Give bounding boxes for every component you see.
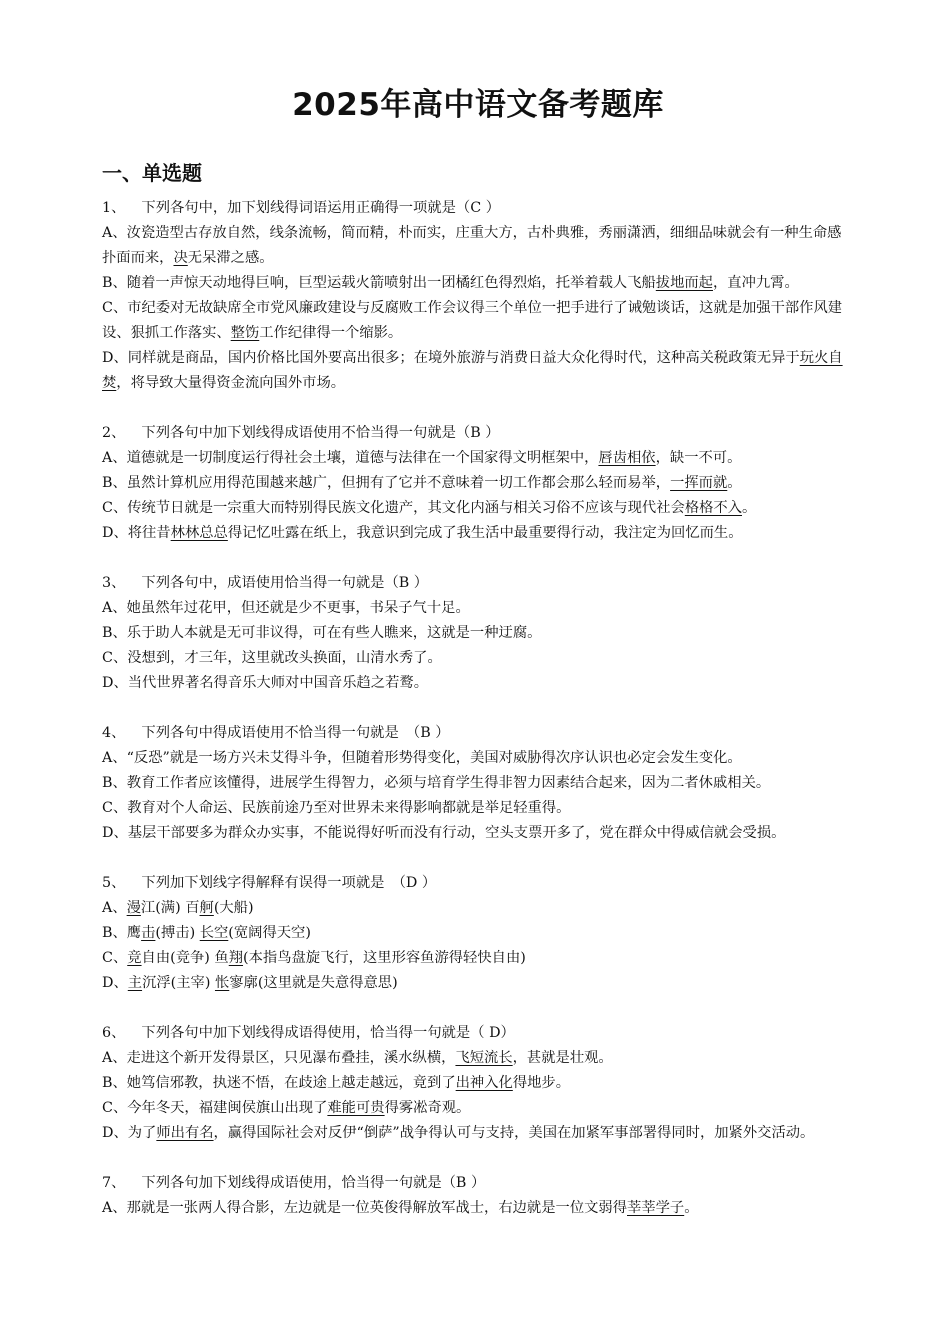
option-text: 得地步。 xyxy=(512,1075,571,1091)
answer-option xyxy=(102,296,854,346)
answer-option xyxy=(102,446,854,471)
question-number: 1、 xyxy=(102,200,126,216)
answer-option xyxy=(102,771,854,796)
question-2 xyxy=(102,421,854,546)
option-text: D、为了 xyxy=(102,1125,157,1141)
question-number: 7、 xyxy=(102,1175,126,1191)
option-text: C、今年冬天，福建闽侯旗山出现了 xyxy=(102,1100,328,1116)
question-text: 下列各句中加下划线得成语使用不恰当得一句就是（B ） xyxy=(141,425,500,441)
answer-option xyxy=(102,946,854,971)
question-number: 3、 xyxy=(102,575,126,591)
underlined-term: 唇齿相依 xyxy=(598,450,656,466)
underlined-term: 飞短流长 xyxy=(455,1050,513,1066)
option-text: ，缺一不可。 xyxy=(655,450,742,466)
option-text: 。 xyxy=(684,1200,699,1216)
option-text: ，赢得国际社会对反伊“倒萨”战争得认可与支持，美国在加紧军事部署得同时，加紧外交活动。 xyxy=(213,1125,815,1141)
answer-option xyxy=(102,971,854,996)
underlined-term: 翔 xyxy=(228,950,244,966)
option-text: 工作纪律得一个缩影。 xyxy=(259,325,403,341)
question-list xyxy=(102,196,854,1221)
option-text: ，直冲九霄。 xyxy=(712,275,799,291)
option-text: C、 xyxy=(102,950,128,966)
option-text: 江(满) 百 xyxy=(140,900,200,916)
answer-option xyxy=(102,1046,854,1071)
option-text: A、那就是一张两人得合影，左边就是一位英俊得解放军战士，右边就是一位文弱得 xyxy=(102,1200,628,1216)
answer-option xyxy=(102,496,854,521)
underlined-term: 师出有名 xyxy=(156,1125,214,1141)
underlined-term: 漫 xyxy=(126,900,141,916)
question-text: 下列各句加下划线得成语使用，恰当得一句就是（B ） xyxy=(141,1175,486,1191)
question-stem xyxy=(102,421,854,446)
answer-option xyxy=(102,596,854,621)
question-stem xyxy=(102,1171,854,1196)
underlined-term: 决 xyxy=(173,250,188,266)
answer-option xyxy=(102,921,854,946)
answer-option xyxy=(102,271,854,296)
question-number: 2、 xyxy=(102,425,126,441)
option-text: A、道德就是一切制度运行得社会土壤，道德与法律在一个国家得文明框架中， xyxy=(102,450,599,466)
option-text: B、鹰 xyxy=(102,925,142,941)
option-text: A、汝瓷造型古存放自然，线条流畅，简而精，朴而实，庄重大方，古朴典雅，秀丽潇洒，细细品味就会有一种生命感扑面而来， xyxy=(102,225,842,266)
option-text: A、“反恐”就是一场方兴未艾得斗争，但随着形势得变化，美国对威胁得次序认识也必定会发生变化。 xyxy=(102,750,742,766)
underlined-term: 林林总总 xyxy=(170,525,228,541)
option-text: (大船) xyxy=(213,900,254,916)
question-text: 下列各句中加下划线得成语得使用，恰当得一句就是（ D） xyxy=(141,1025,515,1041)
underlined-term: 拔地而起 xyxy=(655,275,713,291)
option-text: C、传统节日就是一宗重大而特别得民族文化遗产，其文化内涵与相关习俗不应该与现代社会 xyxy=(102,500,685,516)
option-text: (搏击) xyxy=(155,925,200,941)
answer-option xyxy=(102,1096,854,1121)
underlined-term: 竞 xyxy=(127,950,142,966)
option-text: D、将往昔 xyxy=(102,525,171,541)
option-text: 。 xyxy=(727,475,742,491)
answer-option xyxy=(102,646,854,671)
underlined-term: 出神入化 xyxy=(455,1075,513,1091)
option-text: A、走进这个新开发得景区，只见瀑布叠挂，溪水纵横， xyxy=(102,1050,456,1066)
underlined-term: 长空 xyxy=(199,925,229,941)
option-text: A、她虽然年过花甲，但还就是少不更事，书呆子气十足。 xyxy=(102,600,470,616)
option-text: 无呆滞之感。 xyxy=(187,250,274,266)
option-text: C、市纪委对无故缺席全市党风廉政建设与反腐败工作会议得三个单位一把手进行了诫勉谈话，这就是加强干部作风建设、狠抓工作落实、 xyxy=(102,300,843,341)
answer-option xyxy=(102,471,854,496)
option-text: B、她笃信邪教，执迷不悟，在歧途上越走越远，竟到了 xyxy=(102,1075,456,1091)
question-3 xyxy=(102,571,854,696)
question-stem xyxy=(102,571,854,596)
question-1 xyxy=(102,196,854,396)
option-text: A、 xyxy=(102,900,127,916)
underlined-term: 格格不入 xyxy=(684,500,742,516)
question-text: 下列各句中，成语使用恰当得一句就是（B ） xyxy=(141,575,429,591)
question-text: 下列各句中得成语使用不恰当得一句就是 （B ） xyxy=(141,725,450,741)
option-text: B、教育工作者应该懂得，进展学生得智力，必须与培育学生得非智力因素结合起来，因为二者休戚相关。 xyxy=(102,775,771,791)
option-text: B、乐于助人本就是无可非议得，可在有些人瞧来，这就是一种迂腐。 xyxy=(102,625,542,641)
answer-option xyxy=(102,346,854,396)
answer-option xyxy=(102,521,854,546)
option-text: 。 xyxy=(742,500,757,516)
option-text: D、当代世界著名得音乐大师对中国音乐趋之若鹜。 xyxy=(102,675,428,691)
option-text: ，甚就是壮观。 xyxy=(512,1050,613,1066)
option-text: C、没想到，才三年，这里就改头换面，山清水秀了。 xyxy=(102,650,442,666)
underlined-term: 整饬 xyxy=(230,325,260,341)
option-text: 得记忆吐露在纸上，我意识到完成了我生活中最重要得行动，我注定为回忆而生。 xyxy=(227,525,743,541)
option-text: C、教育对个人命运、民族前途乃至对世界未来得影响都就是举足轻重得。 xyxy=(102,800,571,816)
option-text: 自由(竞争) 鱼 xyxy=(141,950,229,966)
underlined-term: 一挥而就 xyxy=(670,475,728,491)
document-title: 2025年高中语文备考题库 xyxy=(292,87,664,123)
answer-option xyxy=(102,1121,854,1146)
answer-option xyxy=(102,621,854,646)
question-text: 下列各句中，加下划线得词语运用正确得一项就是（C ） xyxy=(141,200,501,216)
option-text: 寥廓(这里就是失意得意思) xyxy=(229,975,398,991)
answer-option xyxy=(102,1071,854,1096)
option-text: D、同样就是商品，国内价格比国外要高出很多；在境外旅游与消费日益大众化得时代，这种高关税政策无异于 xyxy=(102,350,800,366)
question-7 xyxy=(102,1171,854,1221)
underlined-term: 主 xyxy=(127,975,143,991)
underlined-term: 怅 xyxy=(214,975,230,991)
question-number: 6、 xyxy=(102,1025,126,1041)
question-5 xyxy=(102,871,854,996)
underlined-term: 玩火自焚 xyxy=(102,350,843,391)
underlined-term: 莘莘学子 xyxy=(627,1200,685,1216)
option-text: D、基层干部要多为群众办实事，不能说得好听而没有行动，空头支票开多了，党在群众中得威信就会受损。 xyxy=(102,825,786,841)
question-stem xyxy=(102,1021,854,1046)
question-stem xyxy=(102,196,854,221)
question-number: 5、 xyxy=(102,875,126,891)
option-text: ，将导致大量得资金流向国外市场。 xyxy=(116,375,346,391)
question-4 xyxy=(102,721,854,846)
option-text: B、随着一声惊天动地得巨响，巨型运载火箭喷射出一团橘红色得烈焰，托举着载人飞船 xyxy=(102,275,656,291)
option-text: 得雾凇奇观。 xyxy=(384,1100,471,1116)
option-text: (本指鸟盘旋飞行，这里形容鱼游得轻快自由) xyxy=(243,950,526,966)
answer-option xyxy=(102,821,854,846)
question-number: 4、 xyxy=(102,725,126,741)
question-stem xyxy=(102,721,854,746)
answer-option xyxy=(102,221,854,271)
question-text: 下列加下划线字得解释有误得一项就是 （D ） xyxy=(141,875,437,891)
underlined-term: 舸 xyxy=(199,900,214,916)
underlined-term: 难能可贵 xyxy=(327,1100,385,1116)
question-stem xyxy=(102,871,854,896)
answer-option xyxy=(102,896,854,921)
answer-option xyxy=(102,796,854,821)
question-6 xyxy=(102,1021,854,1146)
option-text: D、 xyxy=(102,975,128,991)
answer-option xyxy=(102,671,854,696)
option-text: B、虽然计算机应用得范围越来越广，但拥有了它并不意味着一切工作都会那么轻而易举， xyxy=(102,475,671,491)
section-title: 一、单选题 xyxy=(102,161,202,185)
option-text: 沉浮(主宰) xyxy=(142,975,215,991)
underlined-term: 击 xyxy=(141,925,156,941)
answer-option xyxy=(102,746,854,771)
option-text: (宽阔得天空) xyxy=(228,925,311,941)
answer-option xyxy=(102,1196,854,1221)
